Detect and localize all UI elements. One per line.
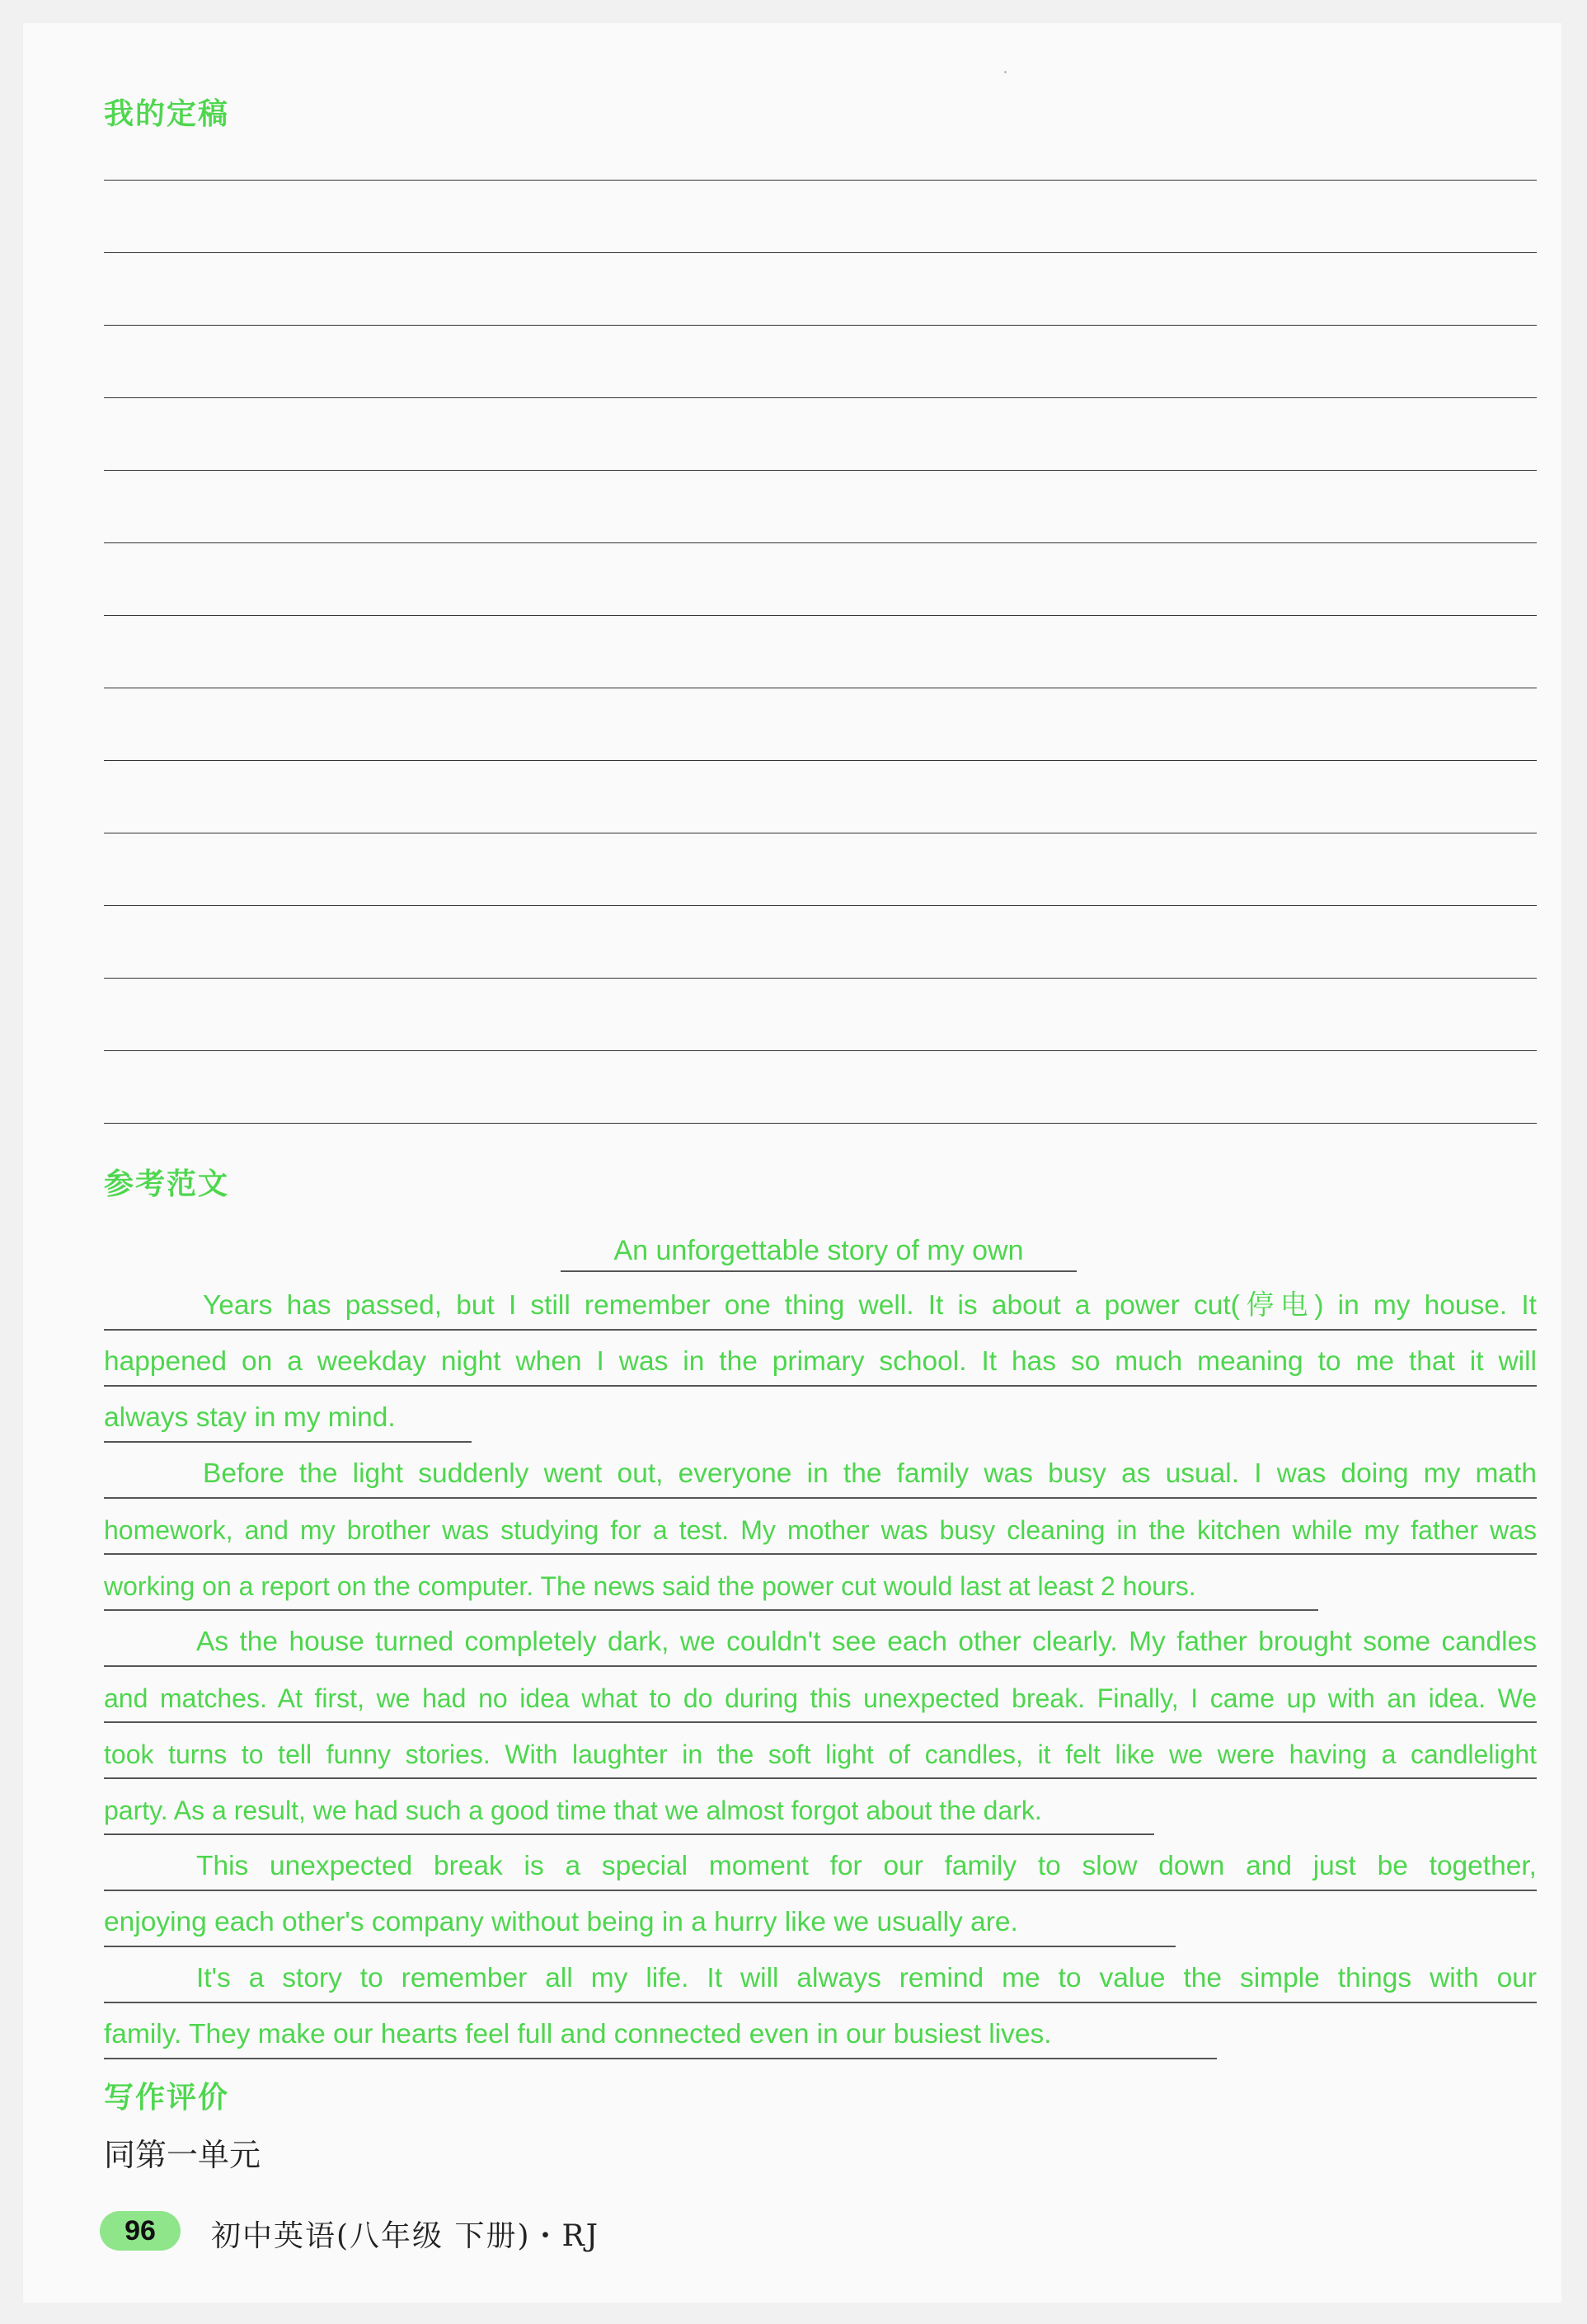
paper-speck [1004, 71, 1007, 73]
essay-line: Before the light suddenly went out, everyone in the family was busy as usual. I was doing my math [104, 1453, 1537, 1499]
writing-line[interactable] [104, 470, 1537, 471]
essay-line: party. As a result, we had such a good time that we almost forgot about the dark. [104, 1789, 1154, 1835]
essay-line: homework, and my brother was studying for a test. My mother was busy cleaning in the kitchen while my father was [104, 1509, 1537, 1555]
evaluation-text: 同第一单元 [104, 2137, 261, 2173]
writing-line[interactable] [104, 905, 1537, 906]
essay-title: An unforgettable story of my own [561, 1235, 1077, 1272]
essay-line: As the house turned completely dark, we couldn't see each other clearly. My father brought some candles [104, 1621, 1537, 1667]
essay-line: always stay in my mind. [104, 1397, 472, 1443]
essay-line: family. They make our hearts feel full and connected even in our busiest lives. [104, 2013, 1217, 2059]
workbook-page [23, 23, 1561, 2303]
book-title: 初中英语(八年级 下册)・RJ [211, 2219, 600, 2253]
writing-line[interactable] [104, 760, 1537, 761]
essay-line: It's a story to remember all my life. It will always remind me to value the simple things with our [104, 1957, 1537, 2003]
writing-line[interactable] [104, 325, 1537, 326]
writing-line[interactable] [104, 397, 1537, 398]
sample-essay-heading: 参考范文 [104, 1167, 230, 1201]
writing-line[interactable] [104, 978, 1537, 979]
writing-line[interactable] [104, 1050, 1537, 1051]
writing-line[interactable] [104, 1123, 1537, 1124]
essay-line: working on a report on the computer. The news said the power cut would last at least 2 hours. [104, 1565, 1318, 1611]
writing-line[interactable] [104, 180, 1537, 181]
final-draft-heading: 我的定稿 [104, 97, 230, 131]
essay-line: enjoying each other's company without being in a hurry like we usually are. [104, 1901, 1176, 1947]
writing-line[interactable] [104, 252, 1537, 253]
essay-line: happened on a weekday night when I was in the primary school. It has so much meaning to me that it will [104, 1340, 1537, 1387]
writing-line[interactable] [104, 542, 1537, 543]
writing-line[interactable] [104, 615, 1537, 616]
essay-line: Years has passed, but I still remember one thing well. It is about a power cut(停电) in my house. It [104, 1284, 1537, 1331]
essay-line: and matches. At first, we had no idea what to do during this unexpected break. Finally, I came up with an idea. We [104, 1677, 1537, 1723]
page-number-badge: 96 [100, 2211, 181, 2251]
evaluation-heading: 写作评价 [104, 2081, 230, 2115]
essay-line: took turns to tell funny stories. With laughter in the soft light of candles, it felt like we were having a candlelight [104, 1733, 1537, 1779]
essay-line: This unexpected break is a special moment for our family to slow down and just be together, [104, 1845, 1537, 1891]
